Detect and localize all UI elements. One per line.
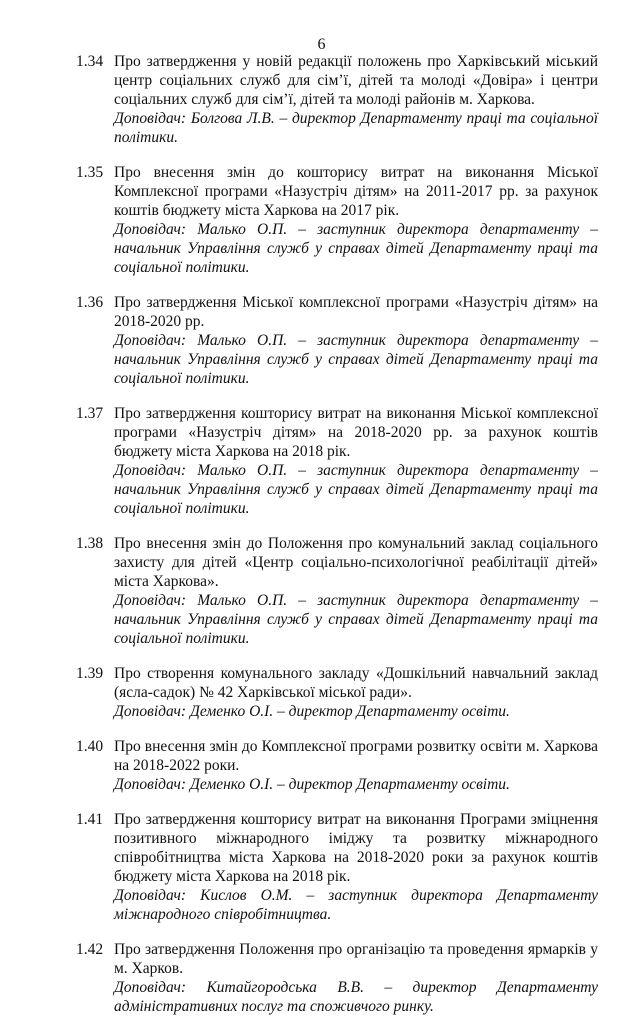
speaker-name: Малько О.П. – заступник директора департаменту – начальник Управління служб у справах дітей Департаменту праці та соціальної політики.: [114, 592, 598, 647]
item-speaker: [114, 775, 598, 794]
item-number: 1.37: [76, 405, 104, 422]
speaker-label: Доповідач:: [114, 887, 187, 904]
item-number: 1.41: [76, 811, 104, 828]
agenda-list: [70, 52, 598, 1031]
agenda-item-1-34: [70, 52, 598, 147]
agenda-item-1-35: [70, 163, 598, 277]
speaker-name: Малько О.П. – заступник директора департаменту – начальник Управління служб у справах дітей Департаменту праці та соціальної політики.: [114, 221, 598, 276]
agenda-item-1-40: [70, 737, 598, 794]
item-number: 1.35: [76, 164, 104, 181]
item-speaker: [114, 702, 598, 721]
item-number: 1.42: [76, 941, 104, 958]
agenda-item-1-38: [70, 534, 598, 648]
agenda-item-1-39: [70, 664, 598, 721]
item-speaker: [114, 461, 598, 518]
speaker-label: Доповідач:: [114, 703, 187, 720]
speaker-name: Малько О.П. – заступник директора департаменту – начальник Управління служб у справах дітей Департаменту праці та соціальної політики.: [114, 462, 598, 517]
speaker-label: Доповідач:: [114, 332, 187, 349]
item-speaker: [114, 220, 598, 277]
item-speaker: [114, 109, 598, 147]
item-title: Про створення комунального закладу «Дошкільний навчальний заклад (ясла-садок) № 42 Харківської міської ради».: [114, 665, 598, 701]
item-title: Про внесення змін до Комплексної програми розвитку освіти м. Харкова на 2018-2022 роки.: [114, 738, 598, 774]
item-title: Про затвердження кошторису витрат на виконання Програми зміцнення позитивного міжнародного іміджу та розвитку міжнародного співробітництва міста Харкова на 2018-2020 роки за рахунок коштів бюджету міста Харкова на 2018 рік.: [114, 811, 598, 885]
item-number: 1.34: [76, 53, 104, 70]
speaker-name: Деменко О.І. – директор Департаменту освіти.: [189, 776, 510, 793]
item-number: 1.36: [76, 294, 104, 311]
agenda-item-1-42: [70, 940, 598, 1016]
speaker-label: Доповідач:: [114, 592, 187, 609]
item-title: Про затвердження Положення про організацію та проведення ярмарків у м. Харков.: [114, 941, 598, 977]
item-speaker: [114, 978, 598, 1016]
agenda-item-1-41: [70, 810, 598, 924]
agenda-item-1-37: [70, 404, 598, 518]
speaker-label: Доповідач:: [114, 221, 187, 238]
item-title: Про затвердження у новій редакції положень про Харківський міський центр соціальних служб для сім’ї, дітей та молоді «Довіра» і центри соціальних служб для сім’ї, дітей та молоді районів м. Харкова.: [114, 53, 598, 108]
item-number: 1.40: [76, 738, 104, 755]
item-speaker: [114, 886, 598, 924]
speaker-name: Кислов О.М. – заступник директора Департаменту міжнародного співробітництва.: [114, 887, 598, 923]
speaker-name: Китайгородська В.В. – директор Департаменту адміністративних послуг та споживчого ринку.: [114, 979, 598, 1015]
item-title: Про внесення змін до Положення про комунальний заклад соціального захисту для дітей «Центр соціально-психологічної реабілітації дітей» міста Харкова».: [114, 535, 598, 590]
page-number: 6: [317, 36, 326, 53]
speaker-label: Доповідач:: [114, 776, 187, 793]
speaker-name: Малько О.П. – заступник директора департаменту – начальник Управління служб у справах дітей Департаменту праці та соціальної політики.: [114, 332, 598, 387]
speaker-label: Доповідач:: [114, 462, 187, 479]
speaker-label: Доповідач:: [114, 110, 187, 127]
item-title: Про затвердження Міської комплексної програми «Назустріч дітям» на 2018-2020 рр.: [114, 294, 598, 330]
speaker-name: Болгова Л.В. – директор Департаменту праці та соціальної політики.: [114, 110, 599, 146]
item-title: Про затвердження кошторису витрат на виконання Міської комплексної програми «Назустріч дітям» на 2018-2020 рр. за рахунок коштів бюджету міста Харкова на 2018 рік.: [114, 405, 598, 460]
item-number: 1.39: [76, 665, 104, 682]
item-number: 1.38: [76, 535, 104, 552]
speaker-label: Доповідач:: [114, 979, 187, 996]
speaker-name: Деменко О.І. – директор Департаменту освіти.: [189, 703, 510, 720]
item-title: Про внесення змін до кошторису витрат на виконання Міської Комплексної програми «Назустріч дітям» на 2011-2017 рр. за рахунок коштів бюджету міста Харкова на 2017 рік.: [114, 164, 598, 219]
agenda-item-1-36: [70, 293, 598, 388]
item-speaker: [114, 591, 598, 648]
item-speaker: [114, 331, 598, 388]
